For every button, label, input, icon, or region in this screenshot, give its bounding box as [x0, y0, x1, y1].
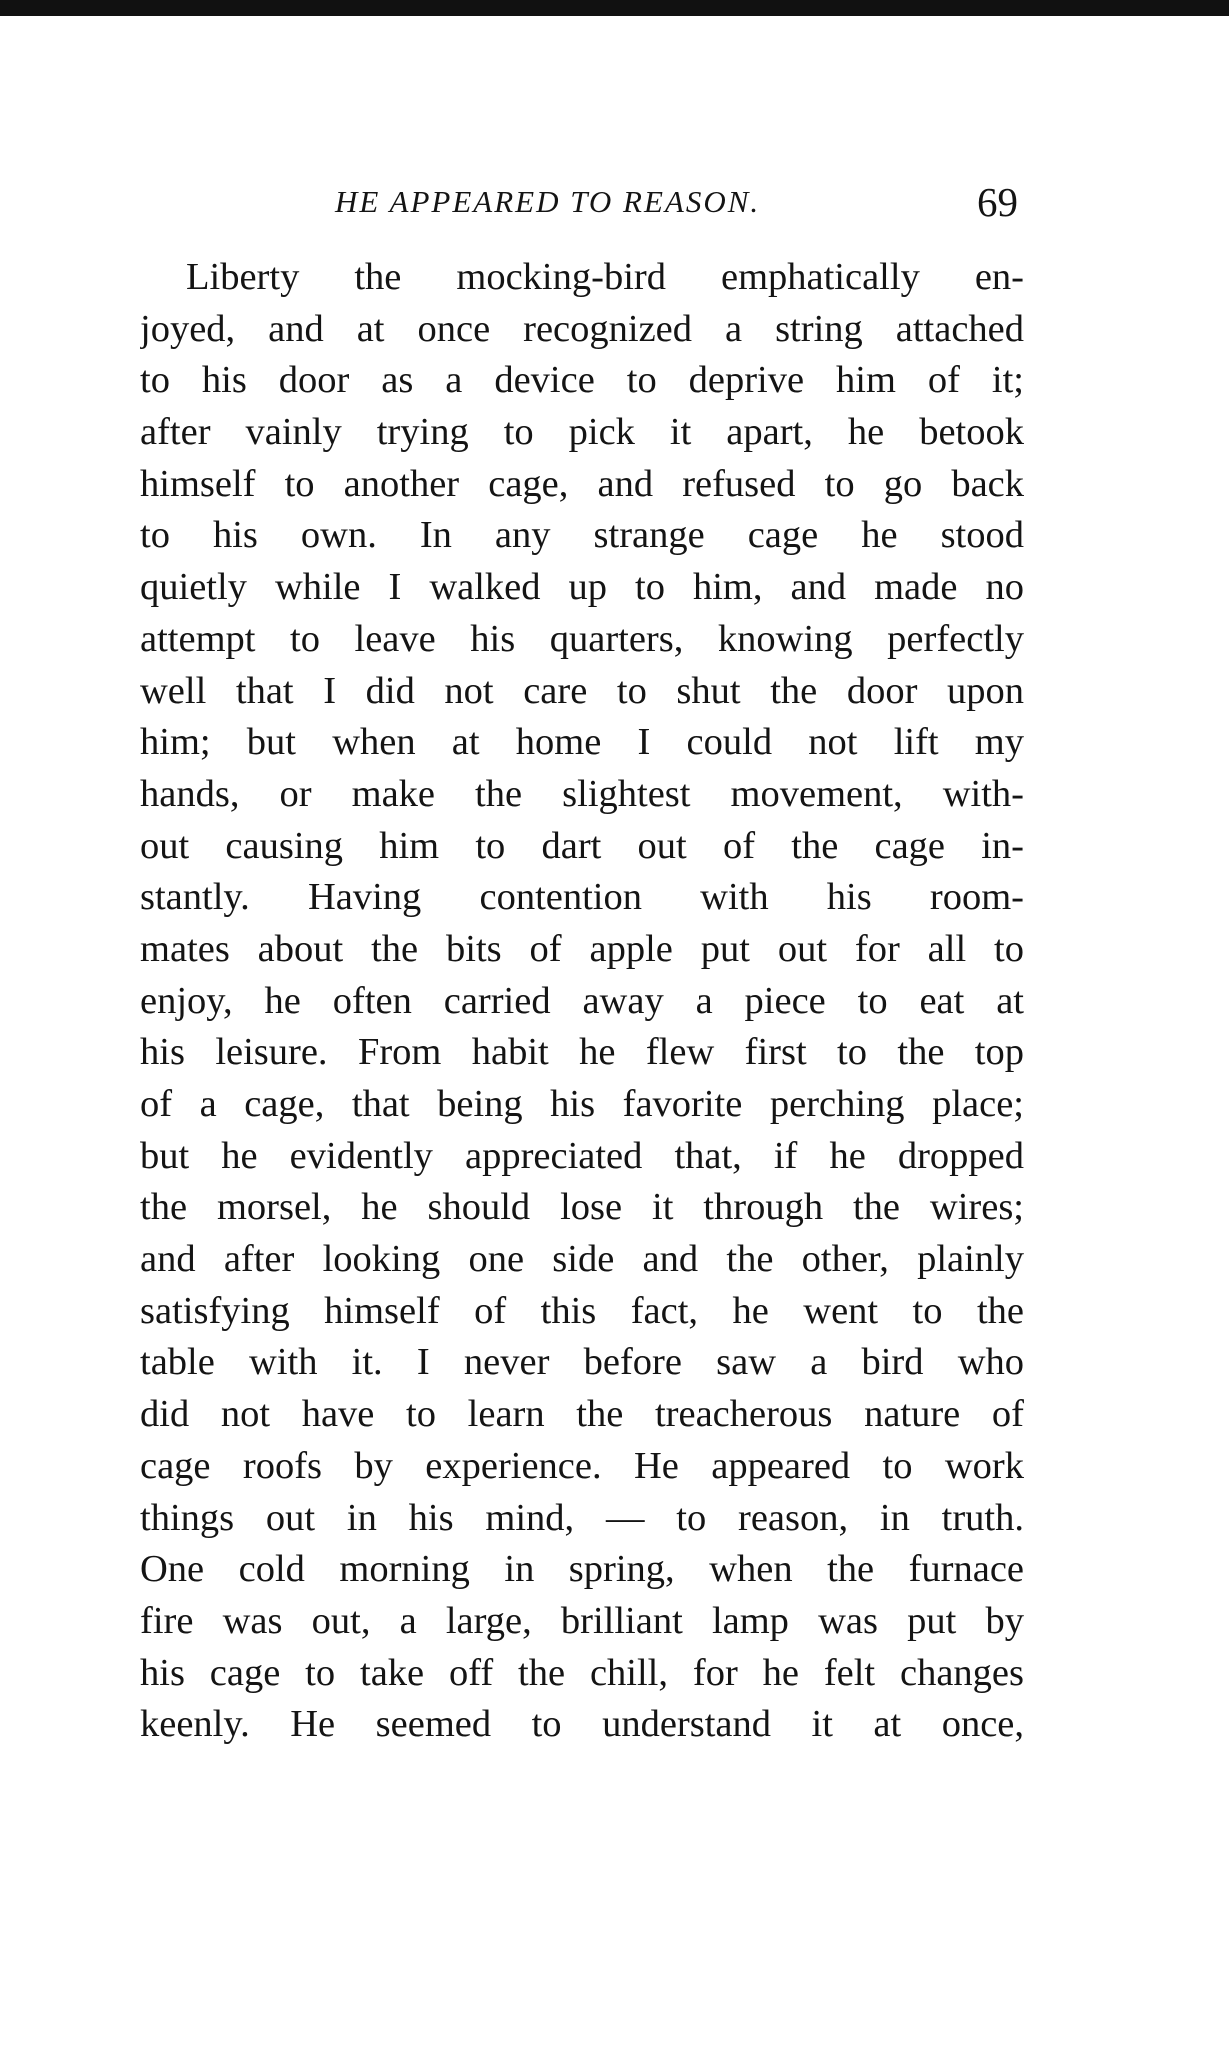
text-line: attempt to leave his quarters, knowing perfectly — [140, 617, 1024, 660]
text-line: the morsel, he should lose it through the wires; — [140, 1186, 1024, 1229]
running-title: HE APPEARED TO REASON. — [335, 184, 761, 219]
text-line: joyed, and at once recognized a string attached — [140, 307, 1024, 350]
text-line: things out in his mind, — to reason, in truth. — [140, 1496, 1024, 1539]
text-line: quietly while I walked up to him, and made no — [140, 566, 1024, 609]
text-line: but he evidently appreciated that, if he dropped — [140, 1134, 1024, 1177]
text-line: enjoy, he often carried away a piece to eat at — [140, 979, 1024, 1022]
page-number: 69 — [977, 179, 1018, 225]
text-line: his leisure. From habit he flew first to the top — [140, 1031, 1024, 1074]
text-line: and after looking one side and the other, plainly — [140, 1238, 1024, 1281]
running-head — [140, 178, 1020, 226]
text-line: hands, or make the slightest movement, with- — [140, 772, 1024, 815]
text-line: stantly. Having contention with his room- — [140, 876, 1024, 919]
text-line: cage roofs by experience. He appeared to work — [140, 1444, 1024, 1487]
text-line: out causing him to dart out of the cage in- — [140, 824, 1024, 867]
text-line: Liberty the mocking-bird emphatically en- — [186, 256, 1024, 298]
text-line: did not have to learn the treacherous nature of — [140, 1393, 1024, 1436]
text-line: himself to another cage, and refused to go back — [140, 462, 1024, 505]
text-line: mates about the bits of apple put out for all to — [140, 927, 1024, 970]
text-line: of a cage, that being his favorite perching place; — [140, 1083, 1024, 1125]
text-line: well that I did not care to shut the door upon — [140, 669, 1024, 712]
text-line: fire was out, a large, brilliant lamp was put by — [140, 1599, 1024, 1642]
text-line: to his own. In any strange cage he stood — [140, 514, 1024, 557]
body-text — [140, 252, 1024, 1751]
text-line: table with it. I never before saw a bird who — [140, 1341, 1024, 1384]
text-line: satisfying himself of this fact, he went to the — [140, 1289, 1024, 1332]
text-line: his cage to take off the chill, for he felt changes — [140, 1651, 1024, 1694]
text-line: keenly. He seemed to understand it at once, — [140, 1703, 1024, 1746]
text-line: him; but when at home I could not lift my — [140, 721, 1024, 764]
text-line: after vainly trying to pick it apart, he betook — [140, 411, 1024, 454]
text-line: One cold morning in spring, when the furnace — [140, 1548, 1024, 1591]
text-line: to his door as a device to deprive him of it; — [140, 359, 1024, 402]
page-top-edge — [0, 0, 1229, 16]
